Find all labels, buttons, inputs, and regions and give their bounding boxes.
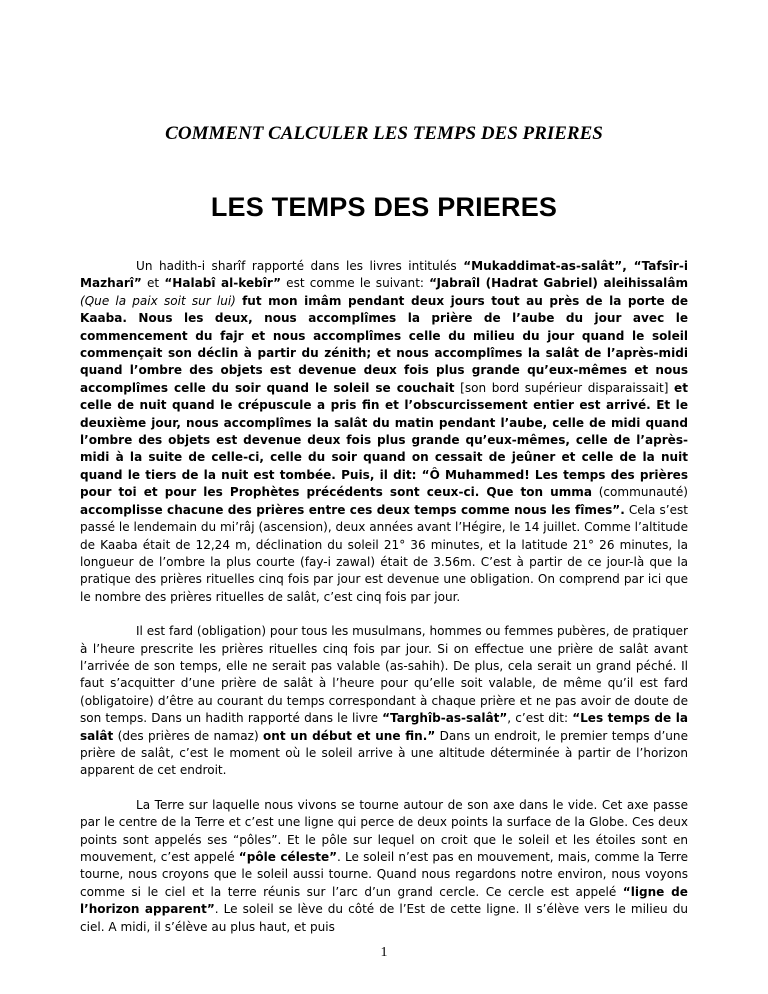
p1-italic-blessing: (Que la paix soit sur lui) [80,293,236,308]
p2-bold-quote-end: ont un début et une fin.” [262,728,436,743]
page-number: 1 [380,945,388,960]
section-heading: LES TEMPS DES PRIERES [210,192,558,222]
p1-paren-note: (communauté) [591,485,688,500]
p1-text: Un hadith-i sharîf rapporté dans les livres intitulés [136,259,464,273]
p3-bold-term: “pôle céleste” [238,850,338,864]
paragraph-1 [80,258,688,606]
p3-bold-term: “ligne de l’horizon apparent” [80,884,688,917]
p1-bold-quote-start: “Jabraîl (Hadrat Gabriel) aleihissalâm [429,276,688,291]
p3-text: . Le soleil n’est pas en mouvement, mais, comme la Terre tourne, nous croyons que le soleil aussi tourne. Quand nous regardons notre environ, nous voyons comme si le ciel et la terre réunis sur l’arc d’un grand cercle. Ce cercle est appelé [80,850,688,899]
paragraph-3 [80,797,688,936]
document-title: COMMENT CALCULER LES TEMPS DES PRIERES [165,123,603,144]
p1-bold-book-titles: “Mukaddimat-as-salât”, “Tafsîr-i Mazharî” [80,259,688,291]
p3-text-end: . Le soleil se lève du côté de l’Est de cette ligne. Il s’élève vers le milieu du ciel. A midi, il s’élève au plus haut, et puis [80,902,688,934]
p1-bold-book-title: “Halabî al-kebîr” [164,276,281,291]
p1-bold-quote: fut mon imâm pendant deux jours tout au près de la porte de Kaaba. Nous les deux, nous accomplîmes la prière de l’aube du jour avec le commencement du fajr et nous accomplîmes celle du milieu du jour quand le soleil commençait son déclin à partir du zénith; et nous accomplîmes la salât de l’après-midi quand l’ombre des objets est devenue deux fois plus grande qu’eux-mêmes et nous accomplîmes celle du soir quand le soleil se couchait [80,293,688,395]
p2-paren-note: (des prières de namaz) [113,728,263,743]
p2-bold-quote-start: “Les temps de la salât [80,711,688,743]
p2-text-end: Dans un endroit, le premier temps d’une prière de salât, c’est le moment où le soleil arrive à une altitude déterminée à partir de l’horizon apparent de cet endroit. [80,728,688,778]
p1-bold-quote-end: accomplisse chacune des prières entre ces deux temps comme nous les fîmes”. [80,502,625,517]
p1-text-end: Cela s’est passé le lendemain du mi’râj (ascension), deux années avant l’Hégire, le 14 juillet. Comme l’altitude de Kaaba était de 12,24 m, déclination du soleil 21° 36 minutes, et la latitude 21° 26 minutes, la longueur de l’ombre la plus courte (fay-i zawal) était de 3.56m. C’est à partir de ce jour-là que la pratique des prières rituelles cinq fois par jour est devenue une obligation. On comprend par ici que le nombre des prières rituelles de salât, c’est cinq fois par jour. [80,502,688,604]
p2-bold-book-title: “Targhîb-as-salât” [382,711,508,726]
p2-text: Il est fard (obligation) pour tous les musulmans, hommes ou femmes pubères, de pratiquer à l’heure prescrite les prières rituelles cinq fois par jour. Si on effectue une prière de salât avant l’arrivée de son temps, elle ne serait pas valable (as-sahih). De plus, cela serait un grand péché. Il faut s’acquitter d’une prière de salât à l’heure pour qu’elle soit valable, de même qu’il est fard (obligatoire) d’être au courant du temps correspondant à chaque prière et ne pas avoir de doute de son temps. Dans un hadith rapporté dans le livre [80,624,688,726]
document-body [80,258,688,953]
p1-text: et [141,276,165,291]
p3-text: La Terre sur laquelle nous vivons se tourne autour de son axe dans le vide. Cet axe passe par le centre de la Terre et c’est une ligne qui perce de deux points la surface de la Globe. Ces deux points sont appelés ses “pôles”. Et le pôle sur lequel on croit que le soleil et les étoiles sont en mouvement, c’est appelé [80,797,688,864]
p2-text: , c’est dit: [507,711,573,726]
p1-bold-quote-cont: et celle de nuit quand le crépuscule a pris fin et l’obscurcissement entier est arrivé. Et le deuxième jour, nous accomplîmes la salât du matin pendant l’aube, celle de midi quand l’ombre des objets est devenue deux fois plus grande qu’eux-mêmes, celle de l’après-midi à la suite de celle-ci, celle du soir quand on cessait de jeûner et celle de la nuit quand le tiers de la nuit est tombée. Puis, il dit: “Ô Muhammed! Les temps des prières pour toi et pour les Prophètes précédents sont ceux-ci. Que ton umma [80,380,688,500]
paragraph-2 [80,623,688,780]
p1-bracket-note: [son bord supérieur disparaissait] [454,380,675,395]
p1-text: est comme le suivant: [281,276,430,291]
